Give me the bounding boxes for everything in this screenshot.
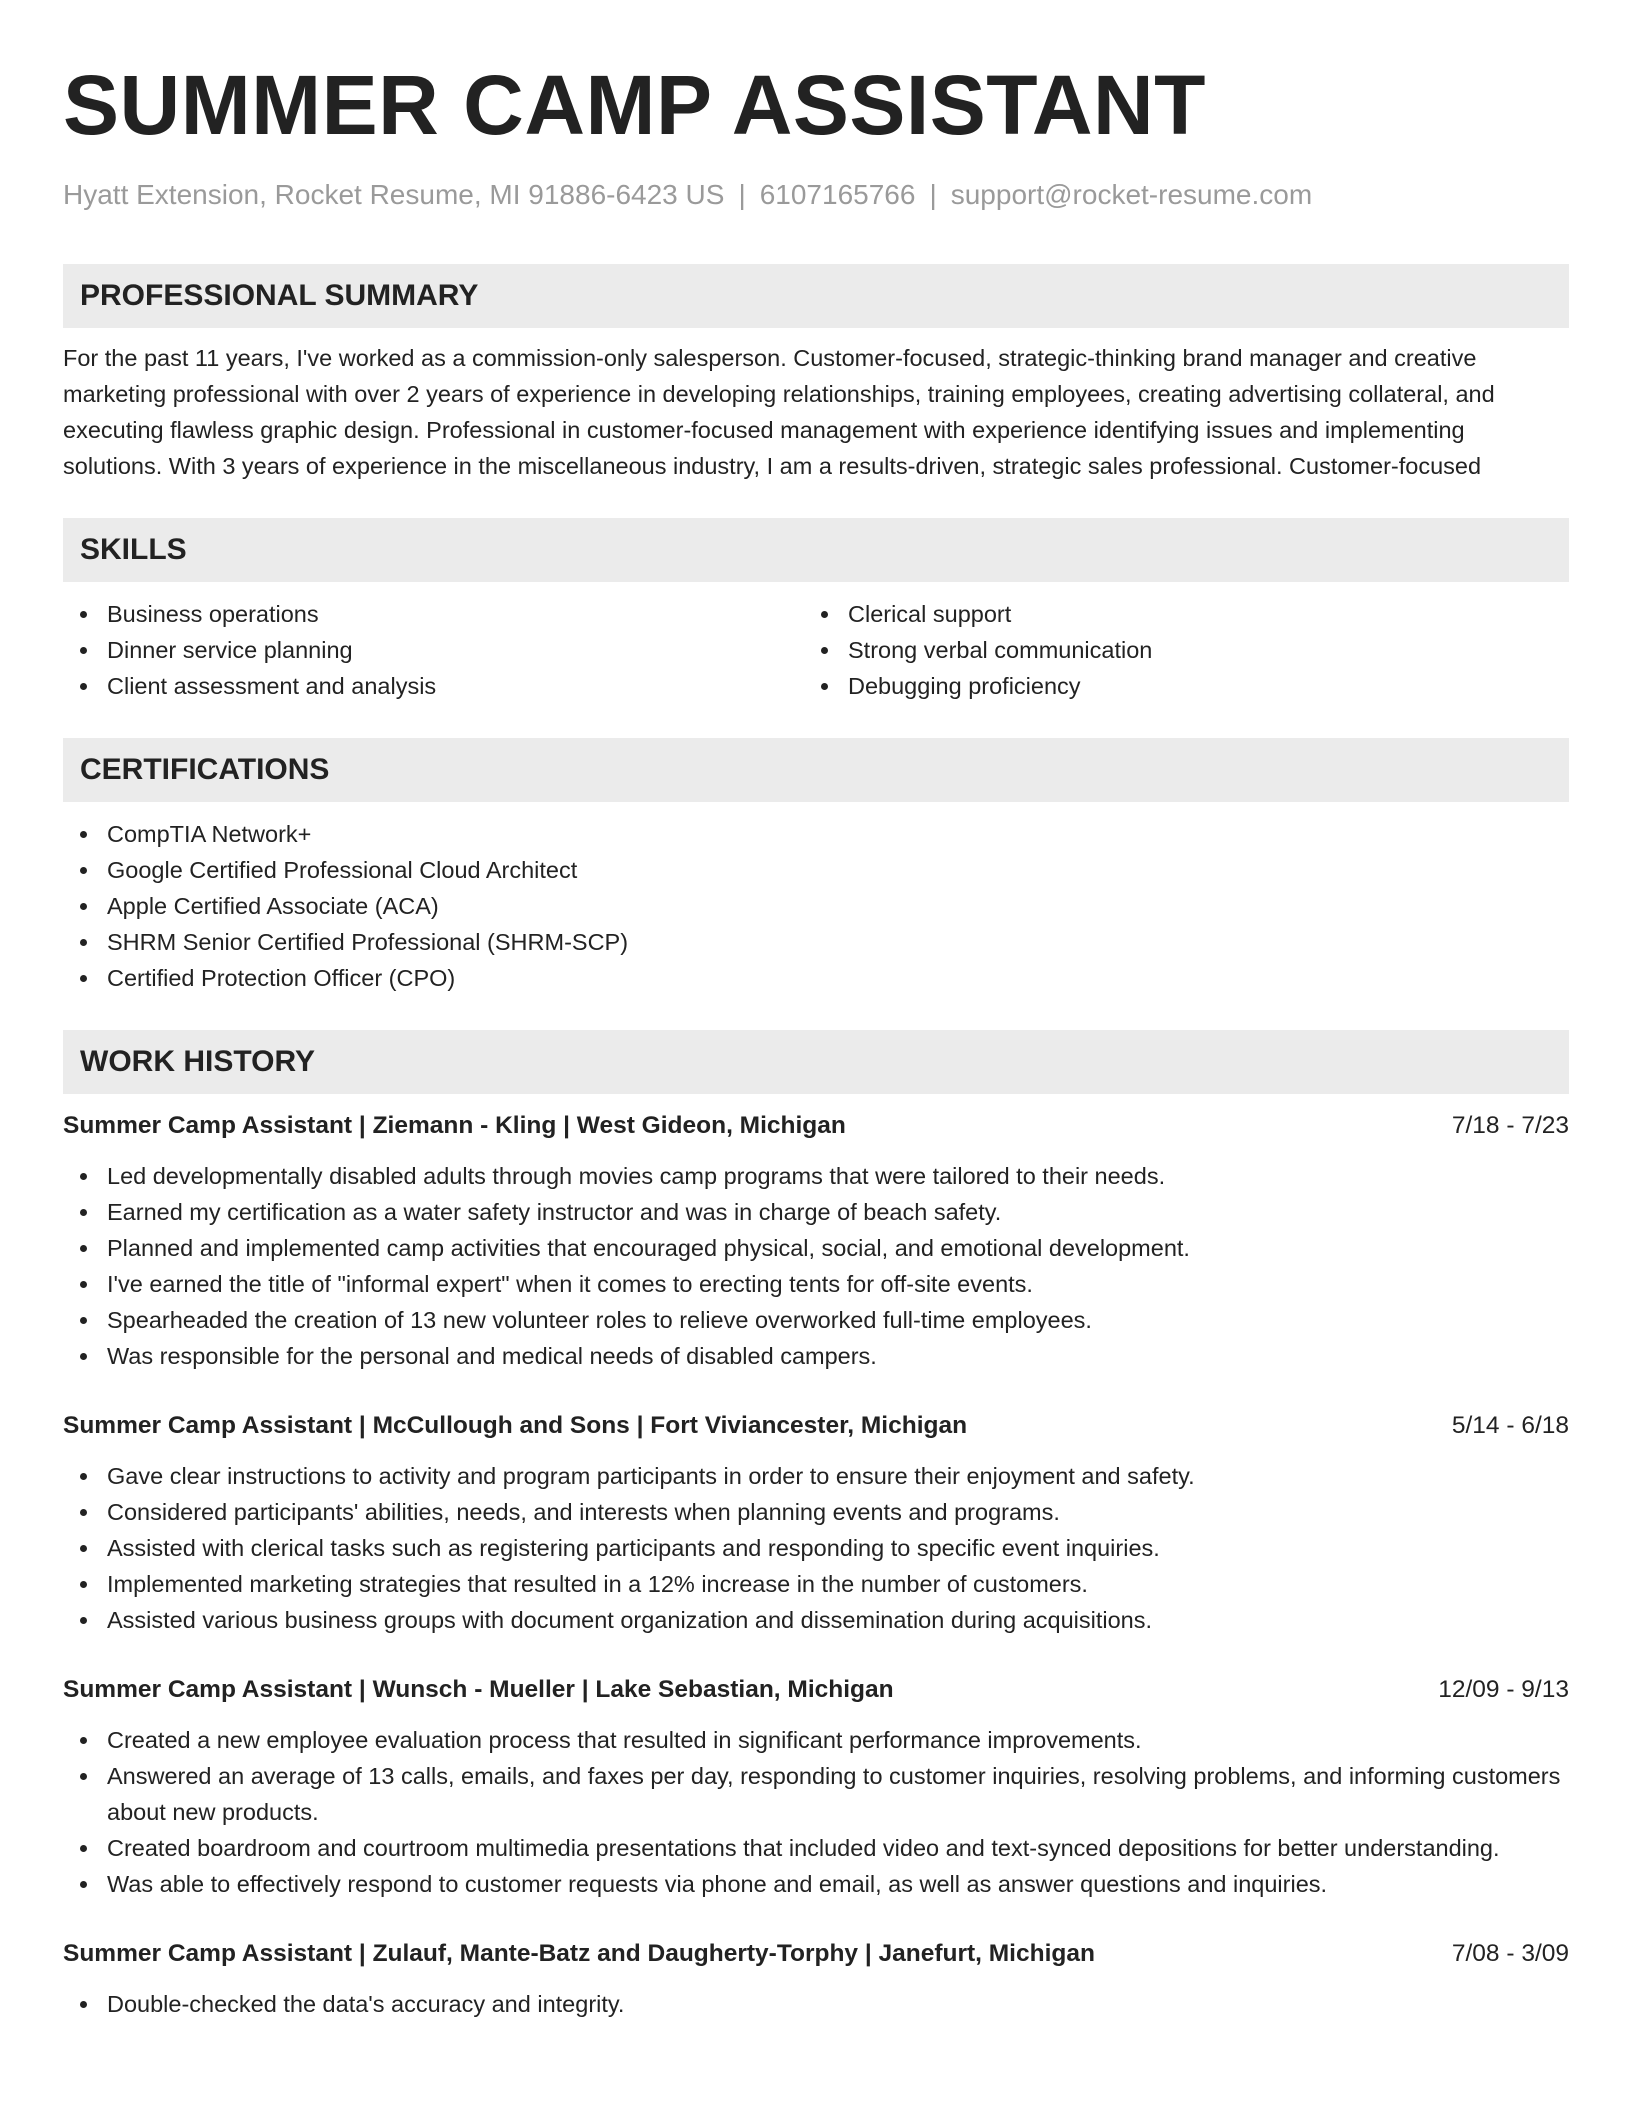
job-bullet: Considered participants' abilities, needs, and interests when planning events and programs. — [63, 1494, 1569, 1530]
certification-item: Google Certified Professional Cloud Architect — [63, 852, 1569, 888]
job-bullets — [63, 1458, 1569, 1638]
skill-item: Dinner service planning — [63, 632, 804, 668]
job-bullet: Answered an average of 13 calls, emails, and faxes per day, responding to customer inquiries, resolving problems, and informing customers about new products. — [63, 1758, 1569, 1830]
contact-address: Hyatt Extension, Rocket Resume, MI 91886-6423 US — [63, 179, 725, 210]
job-bullet: I've earned the title of "informal expert" when it comes to erecting tents for off-site events. — [63, 1266, 1569, 1302]
certifications-list — [63, 816, 1569, 996]
job-bullets — [63, 1722, 1569, 1902]
job-header — [63, 1408, 1569, 1444]
job-bullet: Assisted various business groups with document organization and dissemination during acquisitions. — [63, 1602, 1569, 1638]
job-entry — [63, 1408, 1569, 1638]
contact-phone: 6107165766 — [759, 179, 916, 210]
job-dates: 7/18 - 7/23 — [1451, 1112, 1569, 1139]
job-bullet: Spearheaded the creation of 13 new volunteer roles to relieve overworked full-time employees. — [63, 1302, 1569, 1338]
certification-item: CompTIA Network+ — [63, 816, 1569, 852]
job-header — [63, 1936, 1569, 1972]
job-title: Summer Camp Assistant | Wunsch - Mueller | Lake Sebastian, Michigan — [63, 1676, 894, 1703]
job-bullet: Created a new employee evaluation process that resulted in significant performance improvements. — [63, 1722, 1569, 1758]
job-bullet: Was able to effectively respond to customer requests via phone and email, as well as answer questions and inquiries. — [63, 1866, 1569, 1902]
job-bullet: Led developmentally disabled adults through movies camp programs that were tailored to their needs. — [63, 1158, 1569, 1194]
job-bullet: Earned my certification as a water safety instructor and was in charge of beach safety. — [63, 1194, 1569, 1230]
job-bullet: Planned and implemented camp activities that encouraged physical, social, and emotional development. — [63, 1230, 1569, 1266]
skill-item: Business operations — [63, 596, 804, 632]
section-header-work-history: WORK HISTORY — [63, 1030, 1569, 1094]
job-title: Summer Camp Assistant | Ziemann - Kling | West Gideon, Michigan — [63, 1112, 846, 1139]
job-dates: 7/08 - 3/09 — [1451, 1940, 1569, 1967]
job-dates: 5/14 - 6/18 — [1451, 1412, 1569, 1439]
section-header-summary: PROFESSIONAL SUMMARY — [63, 264, 1569, 328]
certification-item: Certified Protection Officer (CPO) — [63, 960, 1569, 996]
job-bullet: Created boardroom and courtroom multimedia presentations that included video and text-synced depositions for better understanding. — [63, 1830, 1569, 1866]
skills-list — [63, 596, 1569, 704]
job-bullets — [63, 1158, 1569, 1374]
job-entry — [63, 1108, 1569, 1374]
section-header-skills: SKILLS — [63, 518, 1569, 582]
job-bullet: Implemented marketing strategies that resulted in a 12% increase in the number of customers. — [63, 1566, 1569, 1602]
job-bullet: Assisted with clerical tasks such as registering participants and responding to specific event inquiries. — [63, 1530, 1569, 1566]
contact-separator: | — [738, 179, 746, 210]
job-header — [63, 1672, 1569, 1708]
job-header — [63, 1108, 1569, 1144]
job-entry — [63, 1672, 1569, 1902]
job-dates: 12/09 - 9/13 — [1438, 1676, 1569, 1703]
contact-email[interactable]: support@rocket-resume.com — [950, 179, 1313, 210]
job-bullets — [63, 1986, 1569, 2022]
job-title: Summer Camp Assistant | McCullough and Sons | Fort Viviancester, Michigan — [63, 1412, 968, 1439]
section-header-certifications: CERTIFICATIONS — [63, 738, 1569, 802]
skill-item: Client assessment and analysis — [63, 668, 804, 704]
skills-column-right — [804, 596, 1545, 704]
job-entry — [63, 1936, 1569, 2022]
work-history-list — [63, 1108, 1569, 2022]
skills-column-left — [63, 596, 804, 704]
job-bullet: Was responsible for the personal and medical needs of disabled campers. — [63, 1338, 1569, 1374]
job-title: Summer Camp Assistant | Zulauf, Mante-Batz and Daugherty-Torphy | Janefurt, Michigan — [63, 1940, 1095, 1967]
job-bullet: Gave clear instructions to activity and program participants in order to ensure their enjoyment and safety. — [63, 1458, 1569, 1494]
certification-item: Apple Certified Associate (ACA) — [63, 888, 1569, 924]
skill-item: Clerical support — [804, 596, 1545, 632]
job-bullet: Double-checked the data's accuracy and integrity. — [63, 1986, 1569, 2022]
summary-text: For the past 11 years, I've worked as a commission-only salesperson. Customer-focused, strategic-thinking brand manager and creative marketing professional with over 2 years of experience in developing relationships, training employees, creating advertising collateral, and executing flawless graphic design. Professional in customer-focused management with experience identifying issues and implementing solutions. With 3 years of experience in the miscellaneous industry, I am a results-driven, strategic sales professional. Customer-focused — [63, 345, 1495, 479]
contact-line — [63, 178, 1569, 212]
skill-item: Debugging proficiency — [804, 668, 1545, 704]
candidate-name: SUMMER CAMP ASSISTANT — [63, 58, 1206, 152]
certification-item: SHRM Senior Certified Professional (SHRM-SCP) — [63, 924, 1569, 960]
skill-item: Strong verbal communication — [804, 632, 1545, 668]
contact-separator: | — [929, 179, 937, 210]
